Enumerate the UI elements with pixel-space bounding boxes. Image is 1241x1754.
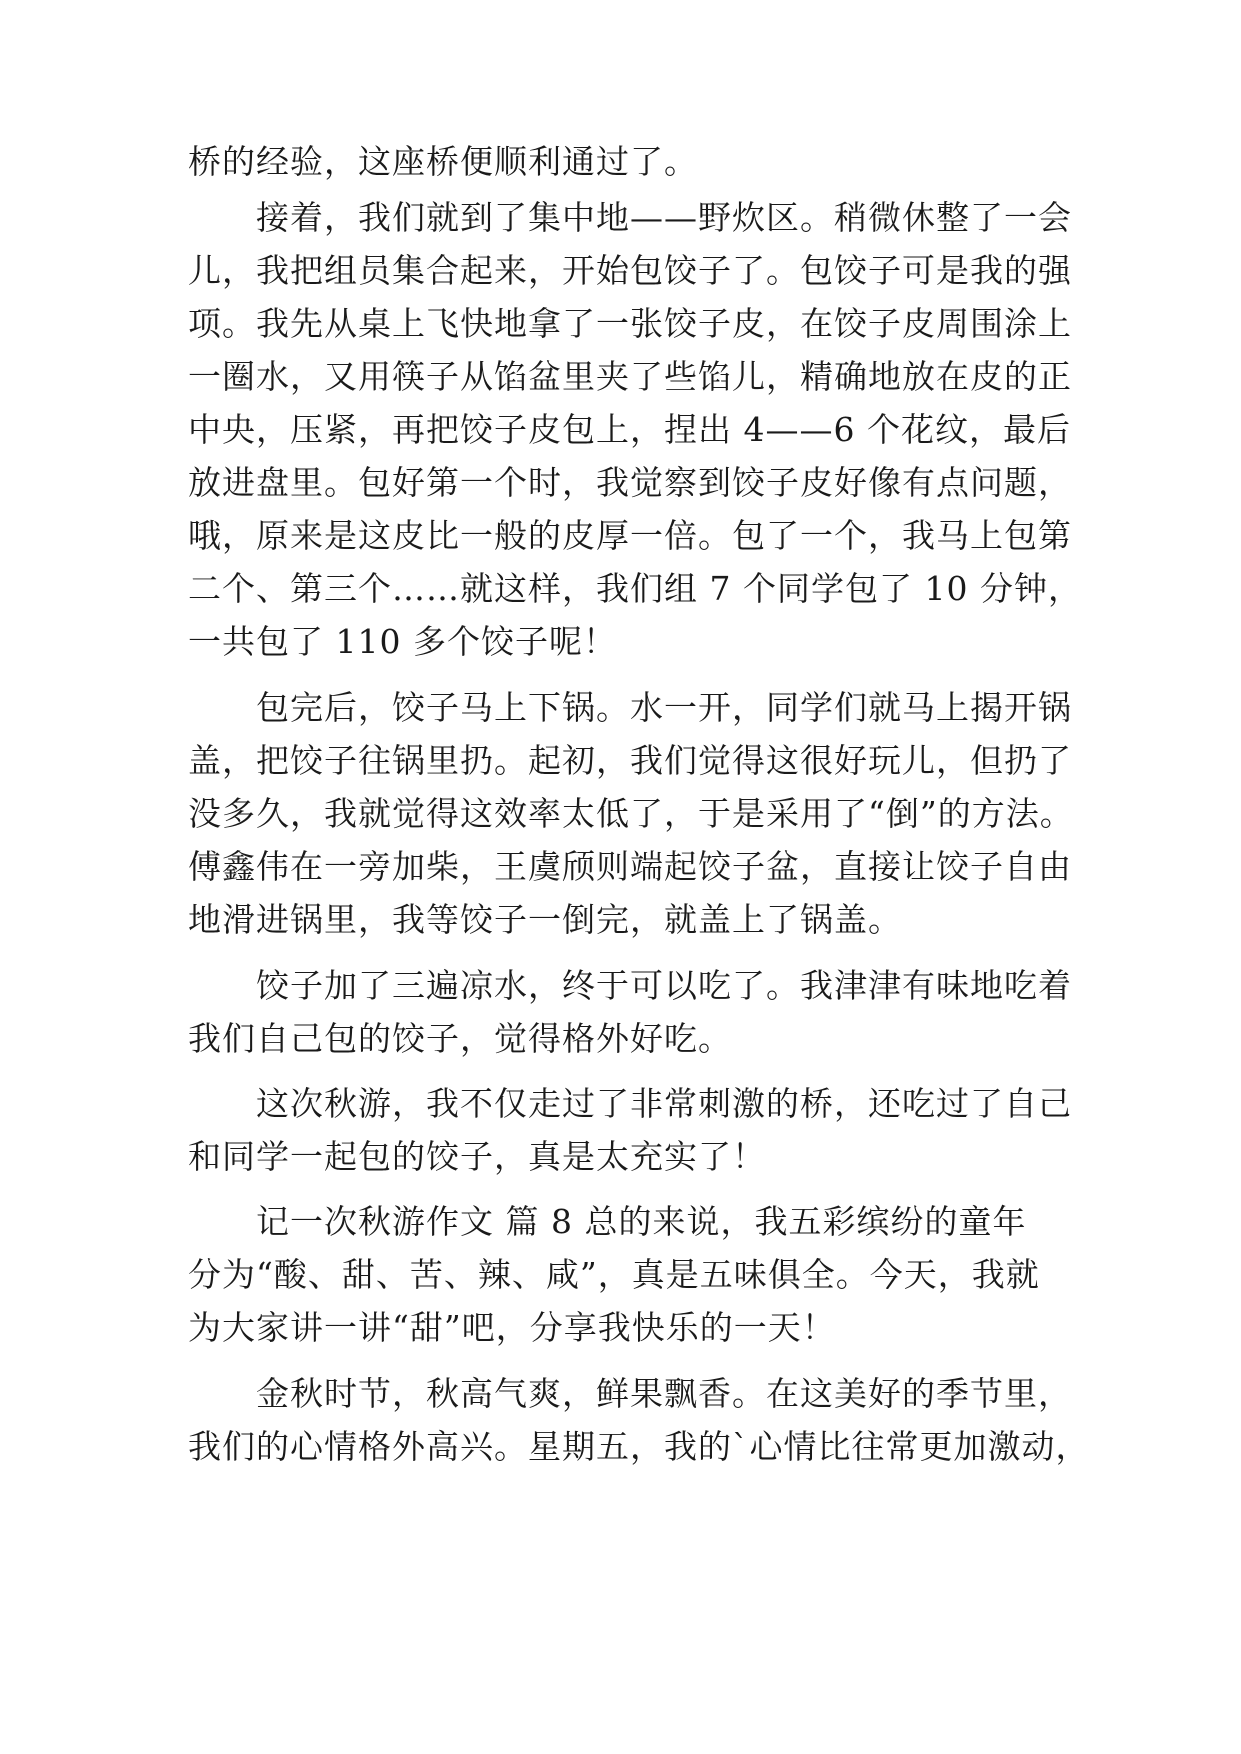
text-line: 饺子加了三遍凉水，终于可以吃了。我津津有味地吃着 [256,966,1072,1005]
text-line: 儿，我把组员集合起来，开始包饺子了。包饺子可是我的强 [188,251,1072,290]
text-line: 金秋时节，秋高气爽，鲜果飘香。在这美好的季节里， [256,1374,1072,1413]
text-line: 和同学一起包的饺子，真是太充实了！ [188,1137,766,1176]
text-line: 项。我先从桌上飞快地拿了一张饺子皮，在饺子皮周围涂上 [188,304,1072,343]
text-line: 我们自己包的饺子，觉得格外好吃。 [188,1019,732,1058]
text-line: 接着，我们就到了集中地——野炊区。稍微休整了一会 [256,198,1072,237]
text-line: 包完后，饺子马上下锅。水一开，同学们就马上揭开锅 [256,688,1072,727]
text-line: 放进盘里。包好第一个时，我觉察到饺子皮好像有点问题， [188,463,1072,502]
text-line: 没多久，我就觉得这效率太低了，于是采用了“倒”的方法。 [188,794,1074,833]
text-line: 哦，原来是这皮比一般的皮厚一倍。包了一个，我马上包第 [188,516,1072,555]
section-heading-line: 记一次秋游作文 篇 8 总的来说，我五彩缤纷的童年 [256,1202,1027,1241]
text-line: 分为“酸、甜、苦、辣、咸”，真是五味俱全。今天，我就 [188,1255,1040,1294]
text-line: 为大家讲一讲“甜”吧，分享我快乐的一天！ [188,1308,836,1347]
text-line: 一共包了 110 多个饺子呢！ [188,622,617,661]
text-line: 地滑进锅里，我等饺子一倒完，就盖上了锅盖。 [188,900,902,939]
text-line: 傅鑫伟在一旁加柴，王虞颀则端起饺子盆，直接让饺子自由 [188,847,1072,886]
text-line: 盖，把饺子往锅里扔。起初，我们觉得这很好玩儿，但扔了 [188,741,1072,780]
text-line: 中央，压紧，再把饺子皮包上，捏出 4——6 个花纹，最后 [188,410,1071,449]
text-line: 我们的心情格外高兴。星期五，我的`心情比往常更加激动， [188,1427,1090,1466]
text-line: 二个、第三个……就这样，我们组 7 个同学包了 10 分钟， [188,569,1082,608]
text-line: 一圈水，又用筷子从馅盆里夹了些馅儿，精确地放在皮的正 [188,357,1072,396]
text-line: 桥的经验，这座桥便顺利通过了。 [188,142,698,181]
text-line: 这次秋游，我不仅走过了非常刺激的桥，还吃过了自己 [256,1084,1072,1123]
